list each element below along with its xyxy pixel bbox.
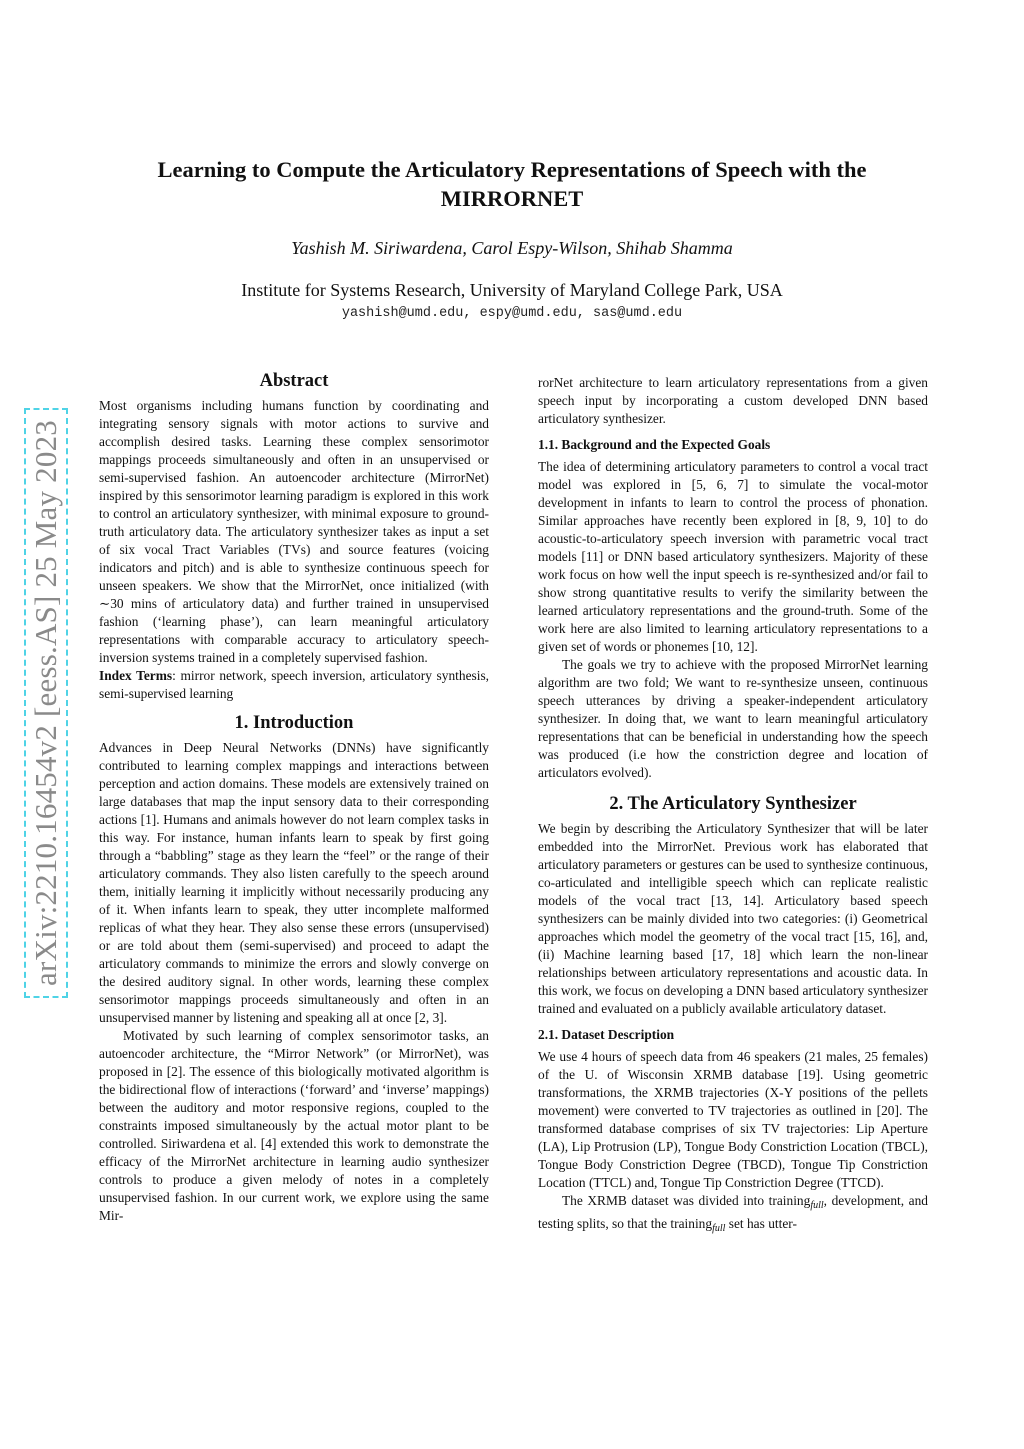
right-column bbox=[538, 374, 928, 1238]
arxiv-identifier[interactable]: arXiv:2210.16454v2 [eess.AS] 25 May 2023 bbox=[24, 408, 68, 998]
paper-title bbox=[110, 155, 914, 213]
abstract-text: Most organisms including humans function by coordinating and integrating sensory signals with motor actions to survive and accomplish desired tasks. Learning these complex sensorimotor mappings proceeds simultaneously and often in an unsupervised or semi-supervised fashion. An autoencoder architecture (MirrorNet) inspired by this sensorimotor learning paradigm is explored in this work to control an articulatory synthesizer, with minimal exposure to ground-truth articulatory data. The articulatory synthesizer takes as input a set of six vocal Tract Variables (TVs) and source features (voicing indicators and pitch) and is able to synthesize continuous speech for unseen speakers. We show that the MirrorNet, once initialized (with ∼30 mins of articulatory data) and further trained in unsupervised fashion (‘learning phase’), can learn meaningful articulatory representations with comparable accuracy to articulatory speech-inversion systems trained in a completely supervised fashion. bbox=[99, 398, 489, 665]
dataset-p2-end: set has utter- bbox=[725, 1216, 797, 1231]
synthesizer-paragraph: We begin by describing the Articulatory Synthesizer that will be later embedded into the MirrorNet. Previous work has elaborated that articulatory parameters or gestures can be used to synthesize continuous, co-articulated and intelligible speech which can replicate realistic models of the vocal tract [13, 14]. Articulatory based speech synthesizers can be mainly divided into two categories: (i) Geometrical approaches which model the geometry of the vocal tract [15, 16], and, (ii) Machine learning based [17, 18] which learn the non-linear relationships between articulatory representations and acoustic data. In this work, we focus on developing a DNN based articulatory synthesizer trained and evaluated on a publicly available articulatory dataset. bbox=[538, 821, 928, 1016]
title-line-1: Learning to Compute the Articulatory Representations of Speech with the bbox=[157, 157, 867, 182]
index-terms bbox=[99, 667, 489, 703]
training-full-subscript-1: full bbox=[810, 1200, 824, 1211]
training-full-subscript-2: full bbox=[712, 1223, 726, 1234]
dataset-p2-start: The XRMB dataset was divided into training bbox=[562, 1193, 811, 1208]
index-terms-text: : mirror network, speech inversion, articulatory synthesis, semi-supervised learning bbox=[99, 668, 489, 701]
dataset-paragraph-2 bbox=[538, 1192, 928, 1238]
section-1-heading: 1. Introduction bbox=[234, 713, 354, 733]
index-terms-label: Index Terms bbox=[99, 668, 173, 683]
subsection-1-1-heading: 1.1. Background and the Expected Goals bbox=[538, 437, 771, 452]
dataset-p2-mid: , development, and testing splits, so that the training bbox=[538, 1193, 929, 1231]
affiliation: Institute for Systems Research, University of Maryland College Park, USA bbox=[241, 280, 783, 300]
background-paragraph-1: The idea of determining articulatory parameters to control a vocal tract model was explored in [5, 6, 7] to simulate the vocal-motor development in infants to learn to control the process of phonation. Similar approaches have recently been explored in [8, 9, 10] to do acoustic-to-articulatory speech inversion with parametric vocal tract models [11] or DNN based articulatory synthesizers. Majority of these work focus on how well the input speech is re-synthesized and/or fail to show strong quantitative results to verify the similarity between the learned articulatory representations and the ground-truth. Some of the work here are also limited to learning articulatory representations to a given set of words or phonemes [10, 12]. bbox=[538, 459, 928, 654]
intro-continuation: rorNet architecture to learn articulatory representations from a given speech input by incorporating a custom developed DNN based articulatory synthesizer. bbox=[538, 375, 928, 426]
section-2-heading: 2. The Articulatory Synthesizer bbox=[609, 794, 857, 814]
author-emails: yashish@umd.edu, espy@umd.edu, sas@umd.edu bbox=[341, 306, 683, 321]
author-list: Yashish M. Siriwardena, Carol Espy-Wilson, Shihab Shamma bbox=[291, 238, 733, 258]
subsection-2-1-heading: 2.1. Dataset Description bbox=[538, 1027, 675, 1042]
abstract-heading: Abstract bbox=[259, 371, 329, 391]
background-paragraph-2: The goals we try to achieve with the proposed MirrorNet learning algorithm are two fold; We want to re-synthesize unseen, continuous speech utterances by driving a speaker-independent articulatory synthesizer. In doing that, we want to learn meaningful articulatory representations that can be beneficial in understanding how the speech was produced (i.e how the constriction degree and location of articulators evolved). bbox=[538, 657, 928, 780]
intro-paragraph-1: Advances in Deep Neural Networks (DNNs) have significantly contributed to learning complex mappings and interactions between perception and action domains. These models are extensively trained on large databases that map the input sensory data to their corresponding actions [1]. Humans and animals however do not learn complex tasks in this way. For instance, human infants learn to speak by first going through a “babbling” stage as they learn the “feel” or the range of their articulatory commands. They also listen carefully to the speech around them, initially learning it implicitly without necessarily producing any of it. When infants learn to speak, they utter incomplete malformed replicas of what they hear. They also sense these errors (unsupervised) or are told about them (semi-supervised) and proceed to adapt the articulatory commands to minimize the errors and slowly converge on the desired auditory signal. In other words, learning these complex sensorimotor mappings proceeds simultaneously and often in an unsupervised manner by listening and speaking all at once [2, 3]. bbox=[99, 740, 489, 1025]
arxiv-sidebar bbox=[22, 378, 70, 1028]
intro-paragraph-2: Motivated by such learning of complex sensorimotor tasks, an autoencoder architecture, the “Mirror Network” (or MirrorNet), was proposed in [2]. The essence of this biologically motivated algorithm is the bidirectional flow of interactions (‘forward’ and ‘inverse’ mappings) between the auditory and motor responsive regions, coupled to the constraints imposed simultaneously by the actual motor plant to be controlled. Siriwardena et al. [4] extended this work to demonstrate the efficacy of the MirrorNet architecture in learning audio synthesizer controls to produce a given melody of notes in a completely unsupervised fashion. In our current work, we explore using the same Mir- bbox=[99, 1028, 489, 1223]
dataset-paragraph-1: We use 4 hours of speech data from 46 speakers (21 males, 25 females) of the U. of Wisconsin XRMB database [19]. Using geometric transformations, the XRMB trajectories (X-Y positions of the pellets movement) were converted to TV trajectories as outlined in [20]. The transformed database comprises of six TV trajectories: Lip Aperture (LA), Lip Protrusion (LP), Tongue Body Constriction Location (TBCL), Tongue Body Constriction Degree (TBCD), Tongue Tip Constriction Location (TTCL) and, Tongue Tip Constriction Degree (TTCD). bbox=[538, 1049, 928, 1190]
left-column bbox=[99, 369, 489, 1225]
title-line-2: MIRRORNET bbox=[440, 186, 584, 211]
